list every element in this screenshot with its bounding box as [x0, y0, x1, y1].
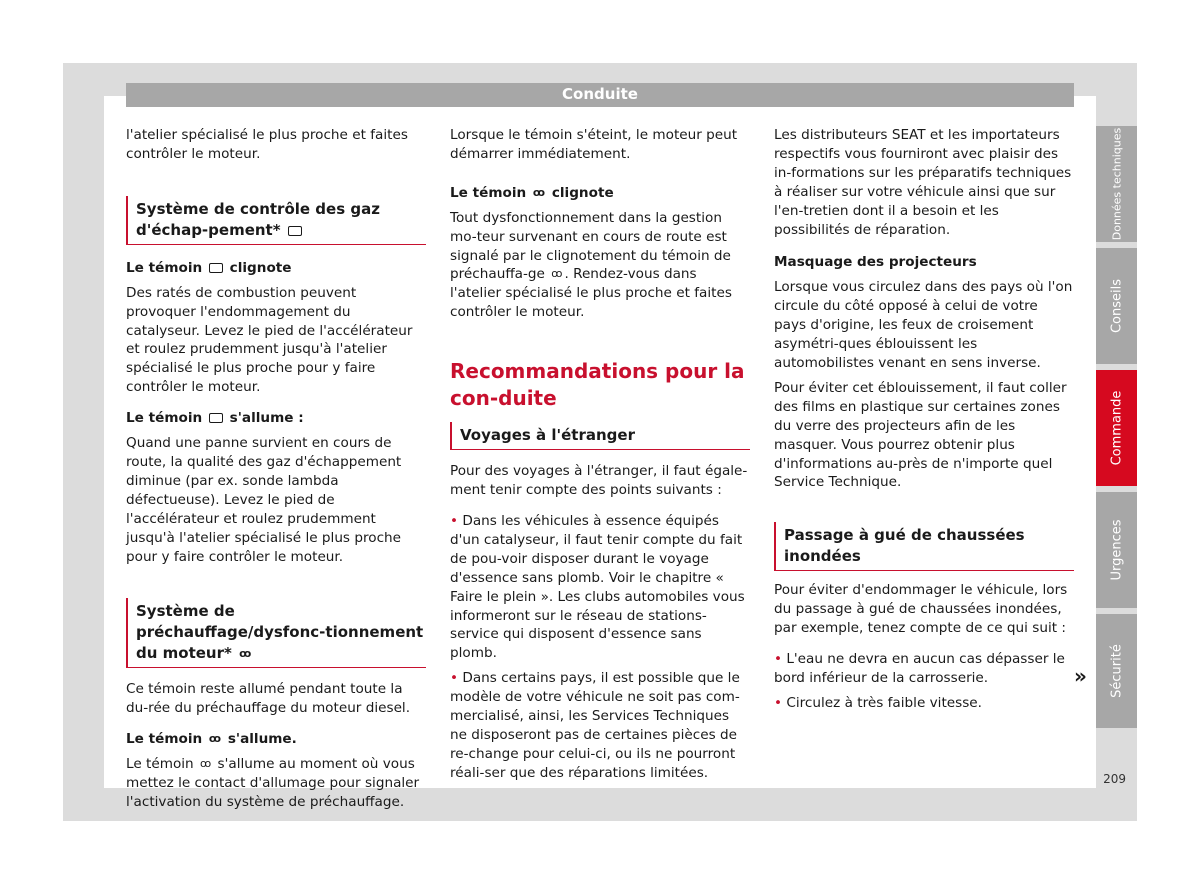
engine-warning-icon [209, 413, 223, 423]
tab-conseils[interactable] [1096, 248, 1137, 364]
tab-label: Sécurité [1109, 644, 1124, 698]
paragraph: Tout dysfonctionnement dans la gestion mo-teur survenant en cours de route est signalé par le clignotement du témoin de préchauffa-ge ꝏ . Rendez-vous dans l'atelier spécialisé le plus proche et faites contrôler le moteur. [450, 209, 732, 321]
tab-label: Données techniques [1110, 127, 1123, 241]
paragraph: Pour éviter d'endommager le véhicule, lors du passage à gué de chaussées inondées, par exemple, tenez compte de ce qui suit : [774, 582, 1068, 637]
tab-urgences[interactable] [1096, 492, 1137, 608]
engine-warning-icon [209, 263, 223, 273]
paragraph: Le témoin ꝏ s'allume au moment où vous mettez le contact d'allumage pour signaler l'activation du système de préchauffage. [126, 756, 420, 810]
bullet: • [450, 670, 459, 687]
main-heading: Recommandations pour la con-duite [450, 359, 745, 411]
subheading: Le témoin s'allume : [126, 410, 304, 427]
column-3 [774, 126, 1074, 713]
glow-plug-icon: ꝏ [208, 732, 222, 746]
chapter-header [126, 83, 1074, 107]
column-2 [450, 126, 750, 783]
chapter-title: Conduite [562, 85, 638, 103]
tab-securite[interactable] [1096, 614, 1137, 728]
tab-label: Urgences [1109, 519, 1124, 581]
paragraph: Quand une panne survient en cours de route, la qualité des gaz d'échappement diminue (par ex. sonde lambda défectueuse). Levez le pied de l'accélérateur et roulez prudemment jusqu'à l'atelier spécialisé le plus proche pour y faire contrôler le moteur. [126, 435, 402, 565]
tab-donnees-techniques[interactable] [1096, 126, 1137, 242]
section-heading-preheating: Système de préchauffage/dysfonc-tionnement du moteur* ꝏ [126, 598, 426, 668]
page-number: 209 [1103, 772, 1126, 786]
section-heading-abroad: Voyages à l'étranger [450, 422, 750, 450]
tab-label: Conseils [1109, 278, 1124, 334]
bullet: • [450, 512, 459, 529]
glow-plug-icon: ꝏ [200, 757, 212, 771]
paragraph: Pour des voyages à l'étranger, il faut égale-ment tenir compte des points suivants : [450, 463, 748, 499]
tab-label: Commande [1109, 390, 1124, 466]
engine-warning-icon [288, 226, 302, 236]
bullet: • [774, 651, 783, 668]
glow-plug-icon: ꝏ [551, 267, 563, 281]
subheading: Masquage des projecteurs [774, 254, 977, 271]
subheading: Le témoin ꝏ s'allume. [126, 731, 297, 748]
tab-commande[interactable] [1096, 370, 1137, 486]
list-item: • Circulez à très faible vitesse. [774, 694, 982, 711]
list-item: • Dans certains pays, il est possible que le modèle de votre véhicule ne soit pas com-mercialisé, ainsi, les Services Techniques ne disposeront pas de certaines pièces de re-change pour celui-ci, ou ils ne pourront réali-ser que des réparations limitées. [450, 670, 740, 781]
bullet: • [774, 694, 783, 711]
glow-plug-icon: ꝏ [532, 185, 546, 199]
paragraph: Des ratés de combustion peuvent provoquer l'endommagement du catalyseur. Levez le pied de l'accélérateur et roulez prudemment jusqu'à l'atelier spécialisé le plus proche pour y faire contrôler le moteur. [126, 284, 413, 396]
paragraph: Lorsque vous circulez dans des pays où l'on circule du côté opposé à celui de votre pays d'origine, les feux de croisement asymétri-ques éblouissent les automobilistes venant en sens inverse. [774, 279, 1073, 371]
subheading: Le témoin ꝏ clignote [450, 184, 614, 201]
paragraph: Lorsque le témoin s'éteint, le moteur peut démarrer immédiatement. [450, 127, 738, 162]
subheading: Le témoin clignote [126, 259, 292, 276]
column-1 [126, 126, 426, 812]
paragraph: l'atelier spécialisé le plus proche et faites contrôler le moteur. [126, 127, 408, 162]
paragraph: Pour éviter cet éblouissement, il faut coller des films en plastique sur certaines zones du verre des projecteurs afin de les masquer. Vous pourrez obtenir plus d'informations au-près de n'importe quel Service Technique. [774, 379, 1067, 491]
paragraph: Ce témoin reste allumé pendant toute la du-rée du préchauffage du moteur diesel. [126, 681, 411, 717]
list-item: • L'eau ne devra en aucun cas dépasser le bord inférieur de la carrosserie. [774, 651, 1065, 686]
section-heading-emissions: Système de contrôle des gaz d'échap-pement* [126, 196, 426, 245]
glow-plug-icon: ꝏ [239, 647, 252, 661]
section-heading-fording: Passage à gué de chaussées inondées [774, 522, 1074, 571]
continue-mark: » [1074, 664, 1087, 688]
list-item: • Dans les véhicules à essence équipés d'un catalyseur, il faut tenir compte du fait de pou-voir disposer durant le voyage d'essence sans plomb. Voir le chapitre « Faire le plein ». Les clubs automobiles vous informeront sur le réseau de stations-service qui disposent d'essence sans plomb. [450, 512, 745, 662]
paragraph: Les distributeurs SEAT et les importateurs respectifs vous fourniront avec plaisir des in-formations sur les préparatifs techniques à réaliser sur votre véhicule ainsi que sur l'en-tretien dont il a besoin et les possibilités de réparation. [774, 127, 1072, 238]
